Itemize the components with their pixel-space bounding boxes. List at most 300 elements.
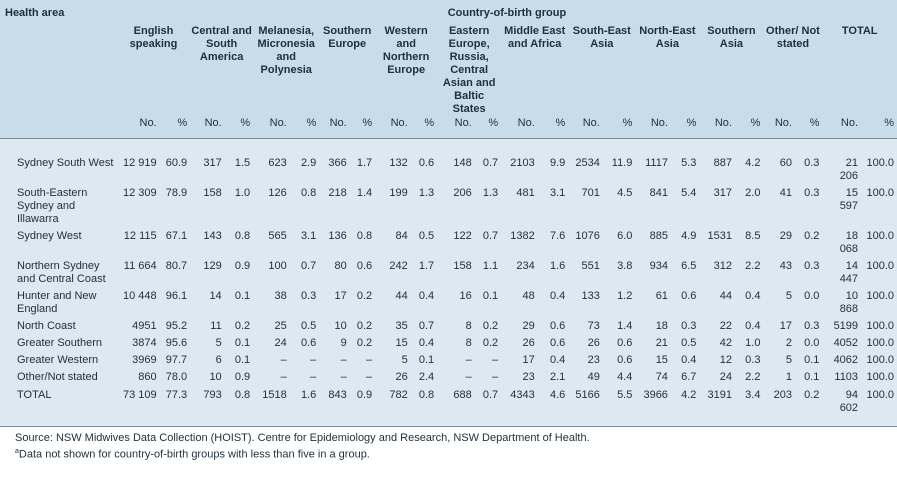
health-area-cell: TOTAL: [0, 386, 117, 418]
percent-cell: 0.8: [350, 228, 375, 258]
count-cell: 242: [375, 258, 411, 288]
percent-cell: 0.2: [475, 335, 501, 352]
percent-cell: 0.4: [538, 352, 569, 369]
count-cell: 14 447: [822, 258, 861, 288]
percent-cell: 0.2: [475, 318, 501, 335]
percent-cell: 3.4: [735, 386, 763, 418]
percent-cell: 0.6: [538, 335, 569, 352]
percent-cell: 8.5: [735, 228, 763, 258]
count-cell: 934: [635, 258, 671, 288]
percent-cell: 5.4: [671, 185, 699, 228]
count-cell: 1382: [501, 228, 538, 258]
count-cell: 1518: [253, 386, 290, 418]
percent-cell: –: [475, 352, 501, 369]
no-column-header: No.: [699, 116, 735, 139]
percent-cell: 0.1: [795, 369, 822, 386]
count-cell: 623: [253, 155, 290, 185]
percent-cell: 1.5: [225, 155, 253, 185]
percent-cell: 0.1: [225, 352, 253, 369]
percent-cell: 0.0: [795, 288, 822, 318]
count-cell: –: [319, 352, 350, 369]
percent-cell: 2.4: [411, 369, 437, 386]
percent-cell: 100.0: [861, 288, 897, 318]
table-row: [0, 155, 897, 185]
count-cell: 782: [375, 386, 411, 418]
count-cell: 12 309: [117, 185, 160, 228]
percent-cell: 2.9: [290, 155, 319, 185]
count-cell: 61: [635, 288, 671, 318]
percent-cell: 0.8: [225, 228, 253, 258]
percent-cell: 97.7: [160, 352, 191, 369]
count-cell: 1103: [822, 369, 861, 386]
percent-cell: 1.7: [411, 258, 437, 288]
count-cell: 312: [699, 258, 735, 288]
count-cell: 74: [635, 369, 671, 386]
percent-cell: 0.0: [795, 335, 822, 352]
count-cell: 3874: [117, 335, 160, 352]
table-row: [0, 369, 897, 386]
percent-cell: 95.6: [160, 335, 191, 352]
percent-cell: 0.7: [475, 155, 501, 185]
health-area-cell: Northern Sydney and Central Coast: [0, 258, 117, 288]
count-cell: 44: [699, 288, 735, 318]
percent-cell: 0.3: [795, 155, 822, 185]
percent-cell: 96.1: [160, 288, 191, 318]
count-cell: 73 109: [117, 386, 160, 418]
percent-cell: 80.7: [160, 258, 191, 288]
count-cell: 317: [699, 185, 735, 228]
count-cell: 1: [763, 369, 795, 386]
percent-cell: 0.3: [795, 318, 822, 335]
footnote-marker: a: [15, 448, 19, 455]
count-cell: 841: [635, 185, 671, 228]
count-cell: 4343: [501, 386, 538, 418]
count-cell: 5: [190, 335, 225, 352]
no-column-header: No.: [501, 116, 538, 139]
percent-cell: 9.9: [538, 155, 569, 185]
percent-cell: 0.3: [795, 185, 822, 228]
count-cell: –: [319, 369, 350, 386]
count-cell: 94 602: [822, 386, 861, 418]
count-cell: 129: [190, 258, 225, 288]
count-cell: 5166: [568, 386, 603, 418]
percent-cell: 1.0: [225, 185, 253, 228]
percent-cell: 0.8: [411, 386, 437, 418]
percent-cell: 0.2: [795, 228, 822, 258]
count-cell: 35: [375, 318, 411, 335]
count-cell: 49: [568, 369, 603, 386]
percent-cell: 0.4: [411, 335, 437, 352]
count-cell: 23: [501, 369, 538, 386]
percent-cell: 0.3: [290, 288, 319, 318]
count-cell: 887: [699, 155, 735, 185]
health-area-cell: North Coast: [0, 318, 117, 335]
percent-column-header: %: [671, 116, 699, 139]
category-header: Southern Asia: [699, 21, 763, 116]
percent-cell: 100.0: [861, 155, 897, 185]
percent-cell: 3.8: [603, 258, 636, 288]
percent-cell: –: [290, 369, 319, 386]
percent-cell: 0.1: [475, 288, 501, 318]
percent-cell: 1.0: [735, 335, 763, 352]
count-cell: 203: [763, 386, 795, 418]
count-cell: –: [437, 352, 475, 369]
category-header: TOTAL: [822, 21, 897, 116]
count-cell: 11 664: [117, 258, 160, 288]
percent-cell: 6.5: [671, 258, 699, 288]
percent-cell: 100.0: [861, 386, 897, 418]
percent-cell: 2.1: [538, 369, 569, 386]
percent-cell: 0.6: [411, 155, 437, 185]
percent-cell: 0.1: [225, 335, 253, 352]
health-area-cell: Sydney West: [0, 228, 117, 258]
footnote-text: Data not shown for country-of-birth groups with less than five in a group.: [18, 448, 370, 461]
health-area-cell: Greater Western: [0, 352, 117, 369]
percent-cell: 0.5: [671, 335, 699, 352]
count-cell: 2534: [568, 155, 603, 185]
percent-cell: 4.5: [603, 185, 636, 228]
percent-cell: 6.7: [671, 369, 699, 386]
count-cell: 1531: [699, 228, 735, 258]
count-cell: 3191: [699, 386, 735, 418]
percent-cell: 5.3: [671, 155, 699, 185]
percent-cell: 100.0: [861, 369, 897, 386]
percent-cell: 0.2: [350, 335, 375, 352]
percent-cell: 4.2: [735, 155, 763, 185]
count-cell: 143: [190, 228, 225, 258]
percent-cell: 78.0: [160, 369, 191, 386]
count-cell: 26: [375, 369, 411, 386]
category-header: Melanesia, Micronesia and Polynesia: [253, 21, 319, 116]
percent-cell: 1.3: [411, 185, 437, 228]
percent-cell: –: [350, 352, 375, 369]
percent-cell: 4.4: [603, 369, 636, 386]
no-column-header: No.: [375, 116, 411, 139]
count-cell: 24: [253, 335, 290, 352]
percent-cell: 0.4: [735, 318, 763, 335]
percent-cell: 2.0: [735, 185, 763, 228]
count-cell: 29: [763, 228, 795, 258]
count-cell: 12: [699, 352, 735, 369]
count-cell: 10: [319, 318, 350, 335]
no-column-header: No.: [190, 116, 225, 139]
table-row: [0, 335, 897, 352]
percent-cell: 1.2: [603, 288, 636, 318]
count-cell: 148: [437, 155, 475, 185]
percent-cell: 0.7: [475, 386, 501, 418]
count-cell: 8: [437, 335, 475, 352]
percent-cell: 1.7: [350, 155, 375, 185]
count-cell: 843: [319, 386, 350, 418]
category-header: South-East Asia: [568, 21, 635, 116]
percent-cell: 0.2: [225, 318, 253, 335]
category-header: Eastern Europe, Russia, Central Asian and Baltic States: [437, 21, 501, 116]
count-cell: 9: [319, 335, 350, 352]
count-cell: 158: [437, 258, 475, 288]
count-cell: 8: [437, 318, 475, 335]
percent-column-header: %: [795, 116, 822, 139]
percent-column-header: %: [538, 116, 569, 139]
percent-cell: 0.3: [671, 318, 699, 335]
percent-cell: 1.4: [603, 318, 636, 335]
percent-cell: 0.1: [411, 352, 437, 369]
count-cell: 158: [190, 185, 225, 228]
count-cell: –: [253, 369, 290, 386]
percent-cell: 0.9: [225, 369, 253, 386]
count-cell: 6: [190, 352, 225, 369]
subheader-row: [0, 116, 897, 139]
percent-column-header: %: [475, 116, 501, 139]
percent-cell: 0.6: [290, 335, 319, 352]
health-area-header: Health area: [0, 0, 117, 21]
percent-cell: 0.9: [350, 386, 375, 418]
no-column-header: No.: [437, 116, 475, 139]
table-row: [0, 318, 897, 335]
percent-cell: 11.9: [603, 155, 636, 185]
health-area-cell: Hunter and New England: [0, 288, 117, 318]
count-cell: 17: [501, 352, 538, 369]
count-cell: 234: [501, 258, 538, 288]
count-cell: 4052: [822, 335, 861, 352]
percent-cell: –: [290, 352, 319, 369]
percent-cell: 0.4: [671, 352, 699, 369]
count-cell: 84: [375, 228, 411, 258]
count-cell: 3969: [117, 352, 160, 369]
percent-column-header: %: [350, 116, 375, 139]
category-header: Southern Europe: [319, 21, 375, 116]
percent-cell: 1.4: [350, 185, 375, 228]
health-area-cell: South-Eastern Sydney and Illawarra: [0, 185, 117, 228]
count-cell: 10 448: [117, 288, 160, 318]
count-cell: –: [437, 369, 475, 386]
count-cell: 60: [763, 155, 795, 185]
percent-cell: 0.7: [411, 318, 437, 335]
percent-cell: 4.6: [538, 386, 569, 418]
count-cell: 73: [568, 318, 603, 335]
count-cell: 5199: [822, 318, 861, 335]
percent-cell: 0.4: [411, 288, 437, 318]
count-cell: 18: [635, 318, 671, 335]
percent-cell: –: [350, 369, 375, 386]
count-cell: 10: [190, 369, 225, 386]
percent-cell: 1.3: [475, 185, 501, 228]
country-of-birth-group-header: Country-of-birth group: [117, 0, 897, 21]
table-row: [0, 352, 897, 369]
health-area-cell: Greater Southern: [0, 335, 117, 352]
count-cell: 22: [699, 318, 735, 335]
percent-cell: 2.2: [735, 369, 763, 386]
count-cell: 41: [763, 185, 795, 228]
count-cell: 885: [635, 228, 671, 258]
count-cell: 18 068: [822, 228, 861, 258]
count-cell: 136: [319, 228, 350, 258]
count-cell: 23: [568, 352, 603, 369]
percent-column-header: %: [411, 116, 437, 139]
count-cell: 481: [501, 185, 538, 228]
category-header: Western and Northern Europe: [375, 21, 437, 116]
percent-cell: 3.1: [290, 228, 319, 258]
count-cell: 80: [319, 258, 350, 288]
count-cell: 16: [437, 288, 475, 318]
percent-cell: 95.2: [160, 318, 191, 335]
percent-cell: 100.0: [861, 185, 897, 228]
count-cell: 15: [635, 352, 671, 369]
count-cell: 2103: [501, 155, 538, 185]
percent-cell: 0.2: [350, 288, 375, 318]
no-column-header: No.: [763, 116, 795, 139]
percent-cell: 2.2: [735, 258, 763, 288]
count-cell: 3966: [635, 386, 671, 418]
percent-cell: 4.9: [671, 228, 699, 258]
percent-cell: 67.1: [160, 228, 191, 258]
count-cell: 688: [437, 386, 475, 418]
count-cell: 1117: [635, 155, 671, 185]
count-cell: 44: [375, 288, 411, 318]
percent-column-header: %: [735, 116, 763, 139]
percent-cell: 3.1: [538, 185, 569, 228]
percent-cell: 0.7: [475, 228, 501, 258]
count-cell: 42: [699, 335, 735, 352]
count-cell: 26: [501, 335, 538, 352]
count-cell: 29: [501, 318, 538, 335]
no-column-header: No.: [117, 116, 160, 139]
count-cell: 5: [763, 352, 795, 369]
count-cell: 126: [253, 185, 290, 228]
count-cell: 10 868: [822, 288, 861, 318]
health-area-cell: Sydney South West: [0, 155, 117, 185]
count-cell: 43: [763, 258, 795, 288]
count-cell: 4062: [822, 352, 861, 369]
percent-cell: 0.6: [350, 258, 375, 288]
count-cell: 199: [375, 185, 411, 228]
percent-cell: 0.6: [603, 335, 636, 352]
no-column-header: No.: [568, 116, 603, 139]
percent-cell: 0.8: [225, 386, 253, 418]
count-cell: 15 597: [822, 185, 861, 228]
category-header: English speaking: [117, 21, 190, 116]
percent-cell: 1.1: [475, 258, 501, 288]
percent-cell: 0.5: [411, 228, 437, 258]
count-cell: 4951: [117, 318, 160, 335]
percent-cell: –: [475, 369, 501, 386]
percent-cell: 77.3: [160, 386, 191, 418]
percent-cell: 78.9: [160, 185, 191, 228]
percent-cell: 100.0: [861, 228, 897, 258]
count-cell: 2: [763, 335, 795, 352]
count-cell: 17: [319, 288, 350, 318]
count-cell: 11: [190, 318, 225, 335]
table-row: [0, 185, 897, 228]
no-column-header: No.: [635, 116, 671, 139]
table-row: [0, 288, 897, 318]
percent-cell: 60.9: [160, 155, 191, 185]
count-cell: 48: [501, 288, 538, 318]
percent-cell: 0.4: [538, 288, 569, 318]
percent-cell: 0.7: [290, 258, 319, 288]
percent-column-header: %: [160, 116, 191, 139]
count-cell: 21 206: [822, 155, 861, 185]
percent-cell: 0.3: [735, 352, 763, 369]
footnote: [15, 445, 897, 462]
category-header: Other/ Not stated: [763, 21, 822, 116]
count-cell: 551: [568, 258, 603, 288]
count-cell: 38: [253, 288, 290, 318]
count-cell: 132: [375, 155, 411, 185]
table-row: [0, 258, 897, 288]
percent-cell: 0.2: [795, 386, 822, 418]
count-cell: 12 919: [117, 155, 160, 185]
count-cell: 206: [437, 185, 475, 228]
count-cell: 133: [568, 288, 603, 318]
percent-cell: 1.6: [538, 258, 569, 288]
percent-cell: 4.2: [671, 386, 699, 418]
percent-cell: 6.0: [603, 228, 636, 258]
count-cell: –: [253, 352, 290, 369]
count-cell: 317: [190, 155, 225, 185]
percent-cell: 100.0: [861, 318, 897, 335]
percent-cell: 0.1: [225, 288, 253, 318]
percent-column-header: %: [861, 116, 897, 139]
no-column-header: No.: [319, 116, 350, 139]
count-cell: 26: [568, 335, 603, 352]
percent-cell: 5.5: [603, 386, 636, 418]
percent-cell: 1.6: [290, 386, 319, 418]
no-column-header: No.: [822, 116, 861, 139]
count-cell: 100: [253, 258, 290, 288]
health-area-cell: Other/Not stated: [0, 369, 117, 386]
category-header: Central and South America: [190, 21, 253, 116]
percent-column-header: %: [290, 116, 319, 139]
category-header-row: [0, 21, 897, 116]
percent-cell: 0.6: [671, 288, 699, 318]
count-cell: 366: [319, 155, 350, 185]
count-cell: 21: [635, 335, 671, 352]
no-column-header: No.: [253, 116, 290, 139]
count-cell: 122: [437, 228, 475, 258]
percent-cell: 0.4: [735, 288, 763, 318]
count-cell: 793: [190, 386, 225, 418]
percent-cell: 100.0: [861, 335, 897, 352]
percent-cell: 100.0: [861, 352, 897, 369]
count-cell: 12 115: [117, 228, 160, 258]
count-cell: 5: [763, 288, 795, 318]
percent-column-header: %: [225, 116, 253, 139]
percent-cell: 100.0: [861, 258, 897, 288]
count-cell: 701: [568, 185, 603, 228]
source-note: Source: NSW Midwives Data Collection (HOIST). Centre for Epidemiology and Research, NSW Department of Health.: [15, 432, 590, 444]
count-cell: 15: [375, 335, 411, 352]
percent-column-header: %: [603, 116, 636, 139]
percent-cell: 0.3: [795, 258, 822, 288]
percent-cell: 0.8: [290, 185, 319, 228]
percent-cell: 0.6: [603, 352, 636, 369]
count-cell: 25: [253, 318, 290, 335]
count-cell: 218: [319, 185, 350, 228]
percent-cell: 0.6: [538, 318, 569, 335]
table-row: [0, 386, 897, 418]
count-cell: 17: [763, 318, 795, 335]
count-cell: 565: [253, 228, 290, 258]
count-cell: 1076: [568, 228, 603, 258]
percent-cell: 0.2: [350, 318, 375, 335]
percent-cell: 0.9: [225, 258, 253, 288]
table-footer: [0, 426, 897, 462]
percent-cell: 0.1: [795, 352, 822, 369]
category-header: North-East Asia: [635, 21, 699, 116]
count-cell: 14: [190, 288, 225, 318]
count-cell: 860: [117, 369, 160, 386]
count-cell: 5: [375, 352, 411, 369]
